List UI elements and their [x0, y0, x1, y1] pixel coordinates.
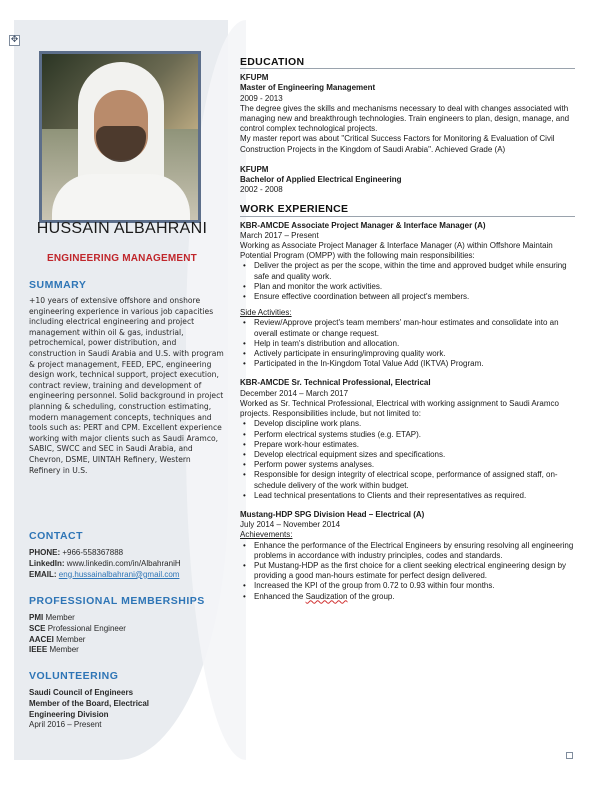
side-activities-heading: Side Activities: — [240, 308, 292, 318]
job-dates: December 2014 – March 2017 — [240, 388, 349, 398]
volunteering-dates: April 2016 – Present — [29, 720, 102, 730]
contact-linkedin: LinkedIn: www.linkedin.com/in/AlbahraniH — [29, 558, 181, 568]
profile-photo-image — [42, 54, 198, 220]
list-item: • Review/Approve project's team members' man-hour estimates and consolidate into an overall estimate or change request. — [240, 318, 575, 338]
volunteering-block — [29, 688, 179, 731]
job-title: Mustang-HDP SPG Division Head – Electrical (A) — [240, 509, 425, 519]
education-description: The degree gives the skills and mechanisms necessary to deal with changes associated with managing new and breakthrough technologies. Train engineers to plan, design, manage, and control complex technological projects. — [240, 103, 570, 134]
list-item: • Responsible for design integrity of electrical scope, performance of assigned staff, on-schedule delivery of the work within budget. — [240, 470, 575, 490]
volunteering-org: Saudi Council of Engineers — [29, 688, 134, 697]
job-dates: July 2014 – November 2014 — [240, 520, 341, 530]
education-report: My master report was about "Critical Success Factors for Monitoring & Evaluation of Civil Construction Projects in the Kingdom of Saudi Arabia". Achieved Grade (A) — [240, 134, 555, 154]
candidate-role: ENGINEERING MANAGEMENT — [47, 253, 197, 264]
job-entry — [240, 221, 575, 370]
profile-photo — [39, 51, 201, 223]
list-item: • Perform electrical systems studies (e.g. ETAP). — [240, 430, 575, 440]
list-item: • Ensure effective coordination between all project's members. — [240, 292, 575, 302]
job-entry — [240, 378, 575, 500]
job-entry — [240, 510, 575, 602]
summary-text: +10 years of extensive offshore and onshore engineering experience in various job capacities including electrical engineering and project management within oil & gas, industrial, petrochemical, power distribution, and construction in Saudi Arabia and U.S. with program & project management, FEED, EPC, engineering design work, technical support, project execution, contract review, training and development of engineering personnel. Solid background in project planning & scheduling, construction estimating, modern management concepts, techniques and tools such as: PERT and CPM. Excellent experience working with major clients such as Saudi Aramco, SABIC, SWCC and SEC in Saudi Arabia, and Chevron, DSME, UINTAH Refinery, Western Refinery in U.S. — [29, 296, 224, 475]
job-responsibilities — [240, 419, 575, 501]
side-activities-list — [240, 318, 575, 369]
list-item: • Prepare work-hour estimates. — [240, 440, 575, 450]
list-item: • Develop discipline work plans. — [240, 419, 575, 429]
job-title: KBR-AMCDE Sr. Technical Professional, Electrical — [240, 378, 431, 388]
list-item: • Perform power systems analyses. — [240, 460, 575, 470]
list-item: • Lead technical presentations to Clients and their representatives as required. — [240, 491, 575, 501]
contact-phone: PHONE: +966-558367888 — [29, 548, 124, 557]
education-school: KFUPM — [240, 73, 269, 83]
summary-heading: SUMMARY — [29, 279, 87, 291]
job-intro: Working as Associate Project Manager & Interface Manager (A) within Offshore Maintain Potential Program (OMPP) with the following main responsibilities: — [240, 241, 553, 261]
education-degree: Master of Engineering Management — [240, 83, 376, 93]
list-item: • Help in team's distribution and allocation. — [240, 339, 575, 349]
list-item: • Actively participate in ensuring/improving quality work. — [240, 349, 575, 359]
membership-item: AACEI Member — [29, 634, 86, 644]
memberships-list — [29, 613, 224, 656]
education-degree: Bachelor of Applied Electrical Engineering — [240, 175, 402, 185]
membership-item: SCE Professional Engineer — [29, 623, 126, 633]
membership-item: PMI Member — [29, 613, 75, 622]
education-dates: 2002 - 2008 — [240, 185, 283, 195]
job-responsibilities — [240, 261, 575, 302]
education-heading: EDUCATION — [240, 57, 575, 69]
list-item: • Develop electrical equipment sizes and specifications. — [240, 450, 575, 460]
list-item: • Enhance the performance of the Electrical Engineers by ensuring resolving all engineering problems in accordance with industry principles, codes and standards. — [240, 541, 575, 561]
achievements-list — [240, 541, 575, 602]
education-school: KFUPM — [240, 164, 269, 174]
achievements-heading: Achievements: — [240, 530, 293, 540]
list-item: • Increased the KPI of the group from 0.72 to 0.93 within four months. — [240, 581, 575, 591]
education-dates: 2009 - 2013 — [240, 93, 283, 103]
list-item: • Deliver the project as per the scope, within the time and approved budget while ensuring safe and quality work. — [240, 261, 575, 281]
volunteering-heading: VOLUNTEERING — [29, 670, 119, 682]
membership-item: IEEE Member — [29, 645, 79, 655]
list-item: • Plan and monitor the work activities. — [240, 282, 575, 292]
contact-email: EMAIL: eng.hussainalbahrani@gmail.com — [29, 569, 180, 579]
memberships-heading: PROFESSIONAL MEMBERSHIPS — [29, 595, 205, 607]
education-entry — [240, 73, 575, 155]
education-entry — [240, 165, 575, 196]
candidate-name: HUSSAIN ALBAHRANI — [36, 220, 208, 237]
work-heading: WORK EXPERIENCE — [240, 204, 575, 216]
contact-block — [29, 548, 224, 580]
email-link[interactable]: eng.hussainalbahrani@gmail.com — [58, 569, 180, 579]
list-item: • Put Mustang-HDP as the first choice for a client seeking electrical engineering design by providing a good man-hours estimate for perfect design delivered. — [240, 561, 575, 581]
job-intro: Worked as Sr. Technical Professional, Electrical with working assignment to Saudi Aramco projects. Responsibilities include, but not limited to: — [240, 398, 559, 419]
job-dates: March 2017 – Present — [240, 230, 319, 240]
table-move-handle-icon[interactable]: ✥ — [10, 35, 19, 45]
main-column — [240, 57, 575, 602]
spellcheck-flagged-word[interactable]: Saudization — [305, 591, 348, 601]
list-item: • Enhanced the Saudization of the group. — [240, 592, 575, 602]
paragraph-end-marker — [566, 752, 573, 759]
list-item: • Participated in the In-Kingdom Total Value Add (IKTVA) Program. — [240, 359, 575, 369]
job-title: KBR-AMCDE Associate Project Manager & Interface Manager (A) — [240, 220, 486, 230]
volunteering-position: Member of the Board, Electrical Engineering Division — [29, 698, 150, 719]
contact-heading: CONTACT — [29, 530, 84, 542]
